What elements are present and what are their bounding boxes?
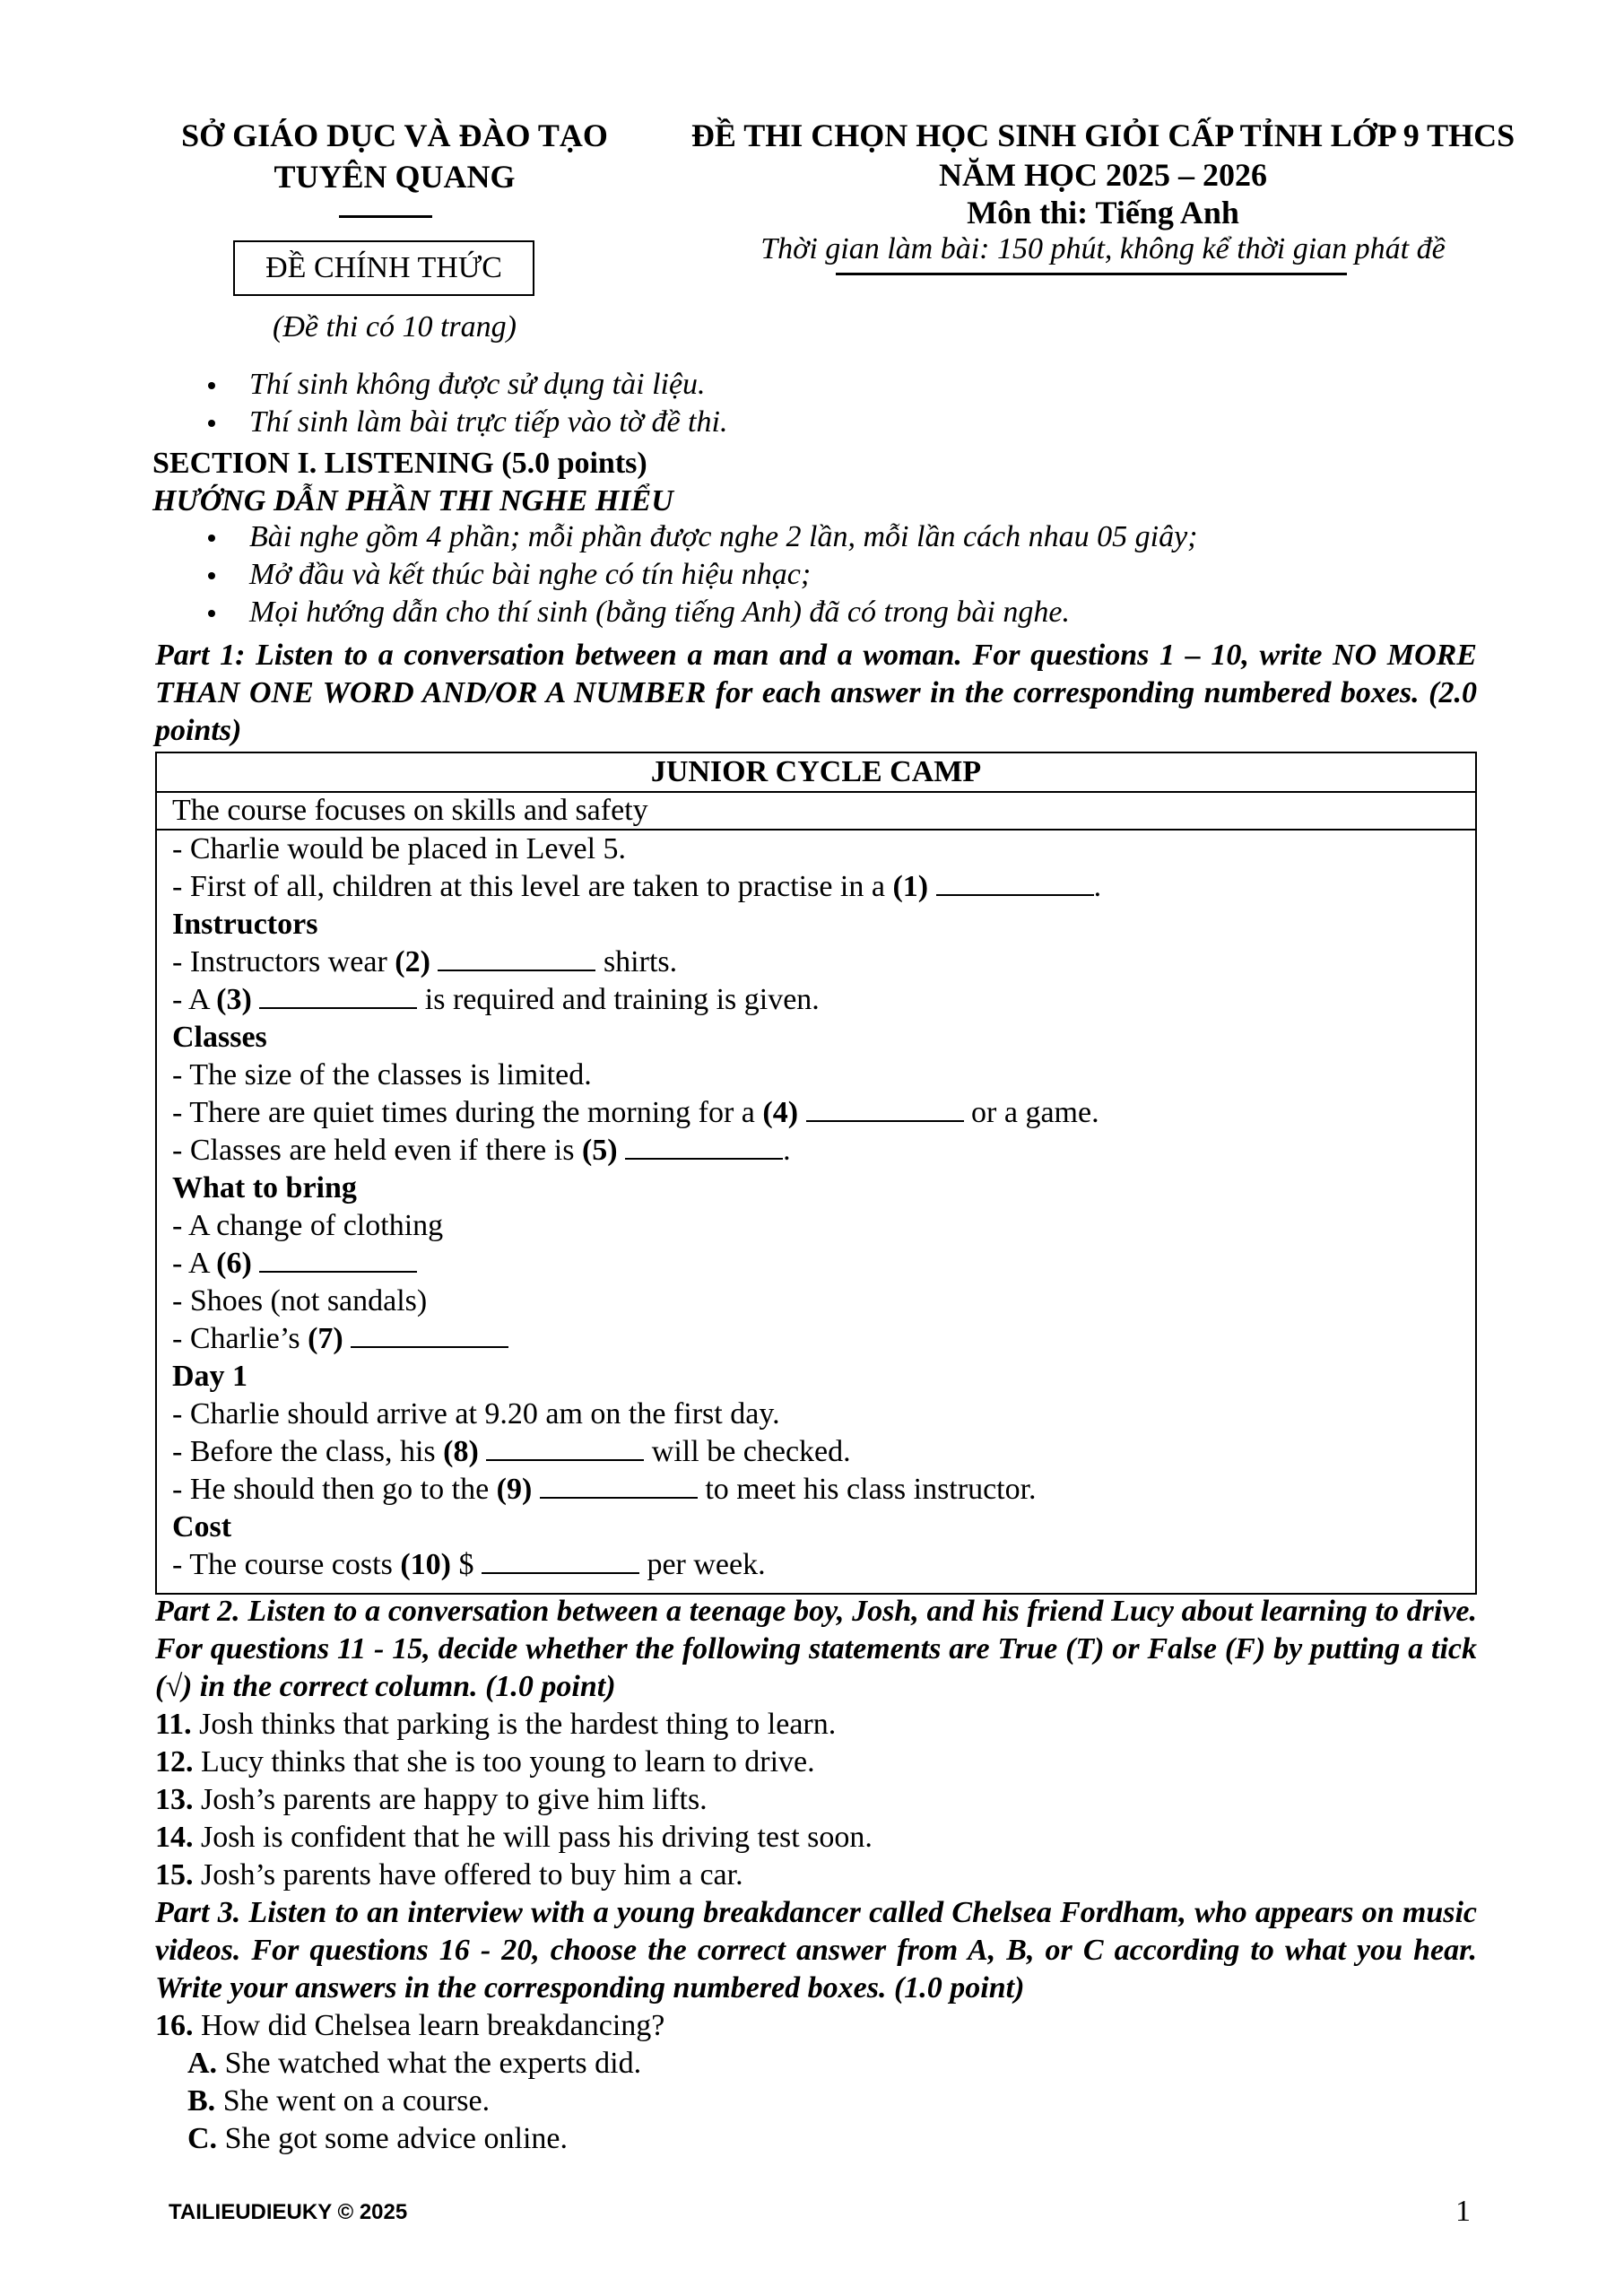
bullet-icon — [208, 610, 215, 617]
guide-item: Bài nghe gồm 4 phần; mỗi phần được nghe 2 lần, mỗi lần cách nhau 05 giây; — [152, 518, 1480, 556]
exam-title-block — [655, 115, 1551, 267]
note-line: - A change of clothing — [172, 1209, 444, 1242]
answer-blank-1[interactable] — [936, 869, 1094, 896]
part1-instruction: Part 1: Listen to a conversation between a man and a woman. For questions 1 – 10, write NO MORE THAN ONE WORD AND/OR A NUMBER for each answer in the corresponding numbered boxes. (2.0 points) — [155, 639, 1477, 747]
official-stamp: ĐỀ CHÍNH THỨC — [233, 240, 534, 296]
bullet-icon — [208, 382, 215, 389]
note-line: - Before the class, his (8) will be checked. — [172, 1435, 851, 1468]
guide-list — [152, 518, 1480, 631]
statement-item: 11. Josh thinks that parking is the hardest thing to learn. — [155, 1708, 837, 1741]
statement-item: 14. Josh is confident that he will pass his driving test soon. — [155, 1821, 873, 1854]
note-heading: Day 1 — [172, 1360, 248, 1393]
rules-list — [152, 366, 1480, 441]
note-heading: Instructors — [172, 908, 318, 941]
note-line: - Classes are held even if there is (5) . — [172, 1134, 791, 1167]
answer-blank-2[interactable] — [438, 944, 595, 971]
note-line: - He should then go to the (9) to meet his class instructor. — [172, 1473, 1037, 1506]
exam-title: ĐỀ THI CHỌN HỌC SINH GIỎI CẤP TỈNH LỚP 9 THCS — [690, 117, 1515, 153]
note-heading: What to bring — [172, 1171, 357, 1205]
answer-blank-5[interactable] — [625, 1133, 783, 1160]
table-body — [157, 831, 1475, 1584]
note-heading: Classes — [172, 1021, 267, 1054]
bullet-icon — [208, 535, 215, 542]
statement-item: 13. Josh’s parents are happy to give him lifts. — [155, 1783, 708, 1816]
section-title: SECTION I. LISTENING (5.0 points) — [152, 447, 647, 480]
note-line: - A (6) — [172, 1245, 1475, 1283]
statement-item: 15. Josh’s parents have offered to buy him a car. — [155, 1858, 743, 1892]
note-line: - Charlie would be placed in Level 5. — [172, 832, 627, 865]
part3-instruction: Part 3. Listen to an interview with a young breakdancer called Chelsea Fordham, who appears on music videos. For questions 16 - 20, choose the correct answer from A, B, or C according to what you hear. Write your answers in the corresponding numbered boxes. (1.0 point) — [155, 1896, 1477, 2005]
answer-blank-6[interactable] — [259, 1246, 417, 1273]
guide-item: Mọi hướng dẫn cho thí sinh (bằng tiếng Anh) đã có trong bài nghe. — [152, 594, 1480, 631]
rule-item: Thí sinh làm bài trực tiếp vào tờ đề thi. — [152, 404, 1480, 441]
part2-instruction: Part 2. Listen to a conversation between a teenage boy, Josh, and his friend Lucy about learning to drive. For questions 11 - 15, decide whether the following statements are True (T) or False (F) by putting a tick (√) in the correct column. (1.0 point) — [155, 1595, 1477, 1703]
time-allowed: Thời gian làm bài: 150 phút, không kể thời gian phát đề — [760, 232, 1446, 265]
pages-note: (Đề thi có 10 trang) — [273, 310, 517, 344]
answer-blank-8[interactable] — [486, 1434, 644, 1461]
note-line: - Shoes (not sandals) — [172, 1284, 428, 1318]
question-16 — [155, 2007, 1477, 2045]
table-focus: The course focuses on skills and safety — [157, 793, 1475, 831]
footer-brand: TAILIEUDIEUKY © 2025 — [169, 2200, 408, 2224]
note-line: - Instructors wear (2) shirts. — [172, 945, 678, 978]
answer-blank-10[interactable] — [482, 1547, 639, 1574]
school-year: NĂM HỌC 2025 – 2026 — [939, 157, 1267, 193]
note-line: - A (3) is required and training is given. — [172, 983, 820, 1016]
subject: Môn thi: Tiếng Anh — [967, 195, 1239, 230]
guide-title: HƯỚNG DẪN PHẦN THI NGHE HIỂU — [152, 484, 673, 517]
part2-statements — [155, 1706, 1477, 1894]
option-b: B. She went on a course. — [187, 2084, 491, 2118]
bullet-icon — [208, 572, 215, 579]
department-name: SỞ GIÁO DỤC VÀ ĐÀO TẠO TUYÊN QUANG — [181, 117, 608, 195]
note-line: - First of all, children at this level are taken to practise in a (1) . — [172, 870, 1102, 903]
page-number: 1 — [1455, 2195, 1471, 2228]
note-line: - The course costs (10) $ per week. — [172, 1548, 766, 1581]
note-heading: Cost — [172, 1510, 232, 1544]
bullet-icon — [208, 420, 215, 427]
answer-blank-4[interactable] — [806, 1095, 964, 1122]
statement-item: 12. Lucy thinks that she is too young to learn to drive. — [155, 1745, 815, 1779]
answer-blank-3[interactable] — [259, 982, 417, 1009]
option-a: A. She watched what the experts did. — [187, 2047, 642, 2080]
note-line: - There are quiet times during the morning for a (4) or a game. — [172, 1096, 1099, 1129]
table-title: JUNIOR CYCLE CAMP — [157, 753, 1475, 793]
title-underline — [836, 273, 1347, 275]
question-16-options — [155, 2045, 1477, 2158]
answer-blank-7[interactable] — [351, 1321, 508, 1348]
option-c: C. She got some advice online. — [187, 2122, 568, 2155]
note-line: - Charlie should arrive at 9.20 am on the first day. — [172, 1397, 780, 1431]
note-line: - Charlie’s (7) — [172, 1320, 1475, 1358]
note-line: - The size of the classes is limited. — [172, 1058, 592, 1091]
guide-item: Mở đầu và kết thúc bài nghe có tín hiệu nhạc; — [152, 556, 1480, 594]
header-divider — [339, 215, 432, 218]
question-stem: 16. How did Chelsea learn breakdancing? — [155, 2009, 665, 2042]
rule-item: Thí sinh không được sử dụng tài liệu. — [152, 366, 1480, 404]
answer-blank-9[interactable] — [540, 1472, 698, 1499]
junior-cycle-camp-table — [155, 752, 1477, 1595]
